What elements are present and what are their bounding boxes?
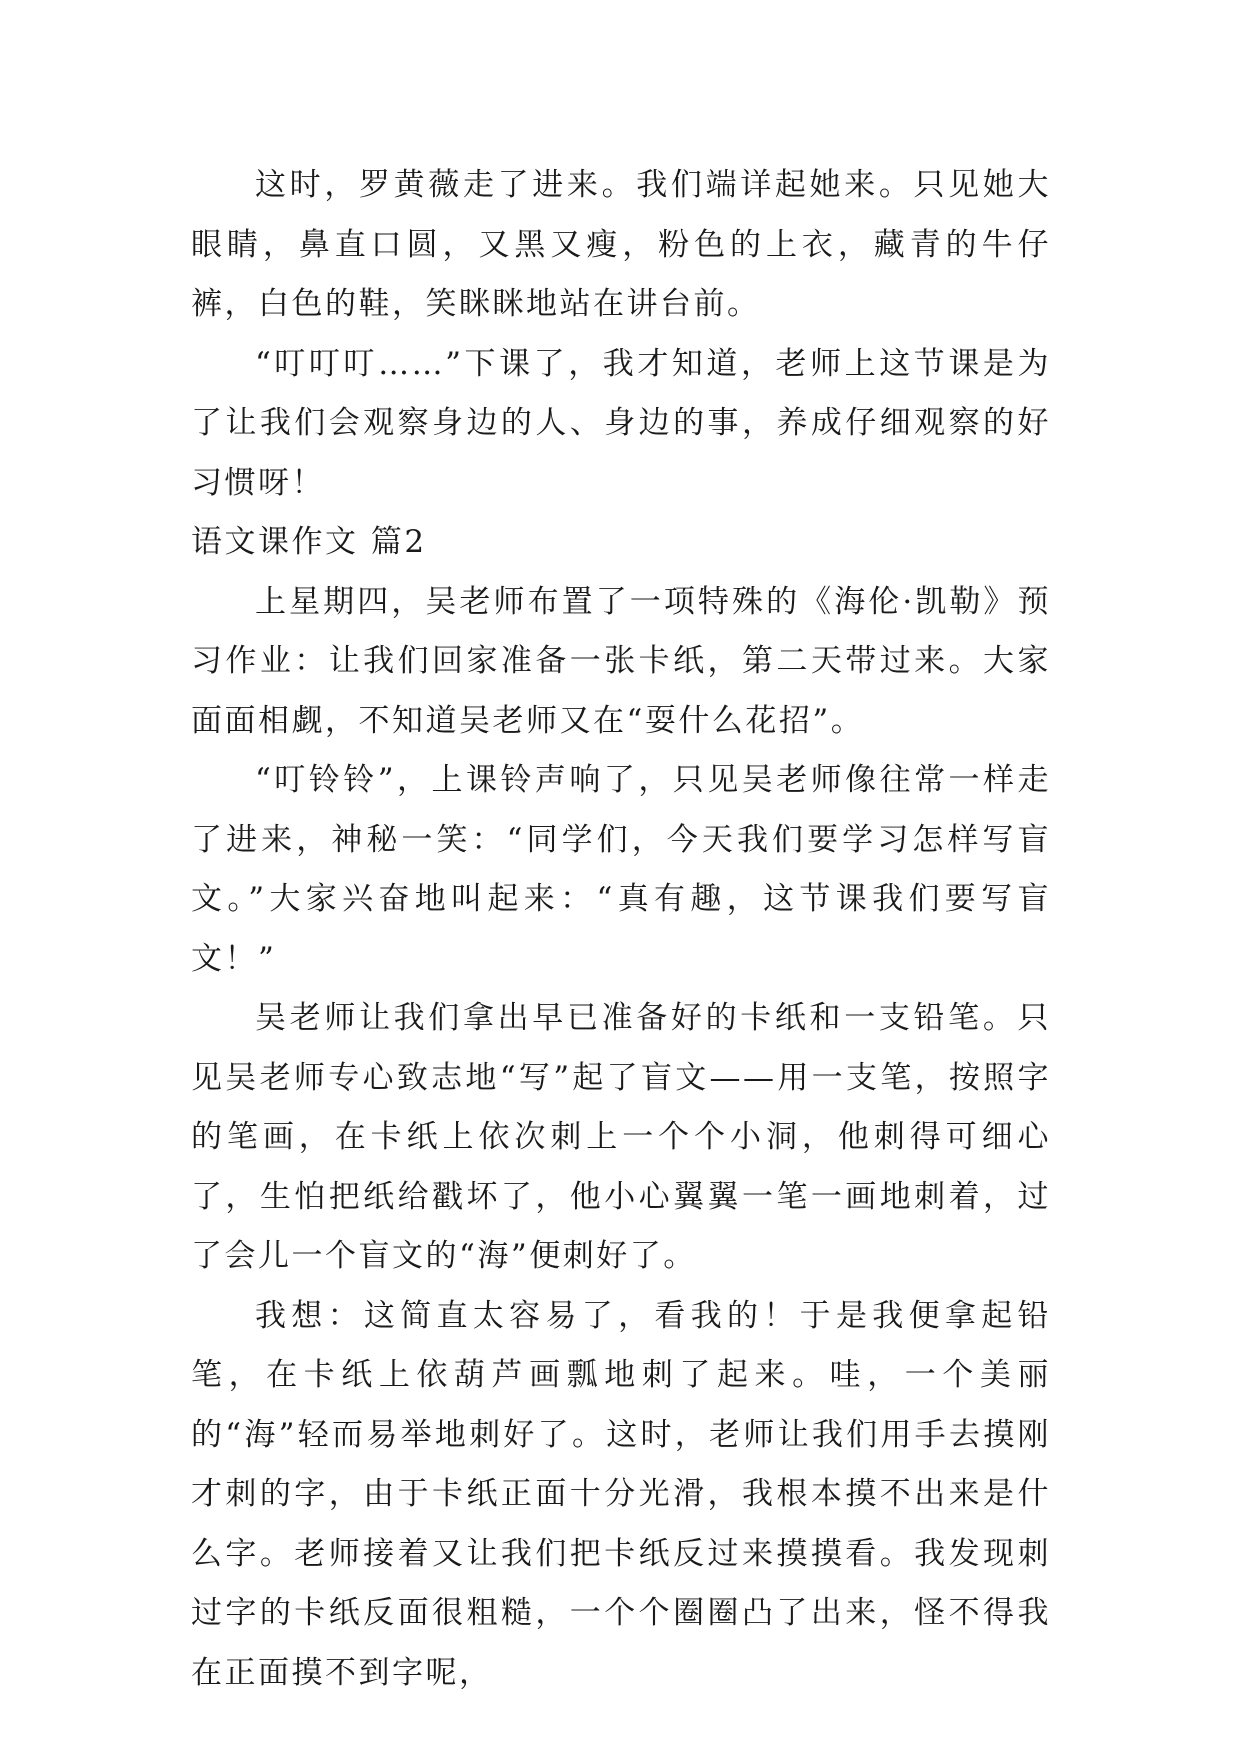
paragraph: “叮铃铃”，上课铃声响了，只见吴老师像往常一样走了进来，神秘一笑：“同学们，今天我们要学习怎样写盲文。”大家兴奋地叫起来：“真有趣，这节课我们要写盲文！”	[191, 762, 1051, 977]
paragraph: “叮叮叮……”下课了，我才知道，老师上这节课是为了让我们会观察身边的人、身边的事，养成仔细观察的好习惯呀！	[191, 345, 1051, 501]
paragraph: 这时，罗黄薇走了进来。我们端详起她来。只见她大眼睛，鼻直口圆，又黑又瘦，粉色的上衣，藏青的牛仔裤，白色的鞋，笑眯眯地站在讲台前。	[191, 167, 1051, 322]
paragraph: 吴老师让我们拿出早已准备好的卡纸和一支铅笔。只见吴老师专心致志地“写”起了盲文——用一支笔，按照字的笔画，在卡纸上依次刺上一个个小洞，他刺得可细心了，生怕把纸给戳坏了，他小心翼翼一笔一画地刺着，过了会儿一个盲文的“海”便刺好了。	[191, 1000, 1051, 1274]
paragraph: 我想：这简直太容易了，看我的！于是我便拿起铅笔，在卡纸上依葫芦画瓢地刺了起来。哇，一个美丽的“海”轻而易举地刺好了。这时，老师让我们用手去摸刚才刺的字，由于卡纸正面十分光滑，我根本摸不出来是什么字。老师接着又让我们把卡纸反过来摸摸看。我发现刺过字的卡纸反面很粗糙，一个个圈圈凸了出来，怪不得我在正面摸不到字呢，	[191, 1297, 1051, 1691]
paragraph: 上星期四，吴老师布置了一项特殊的《海伦·凯勒》预习作业：让我们回家准备一张卡纸，第二天带过来。大家面面相觑，不知道吴老师又在“耍什么花招”。	[191, 583, 1051, 739]
section-heading: 语文课作文 篇2	[191, 524, 427, 560]
article-body	[191, 156, 1051, 1703]
